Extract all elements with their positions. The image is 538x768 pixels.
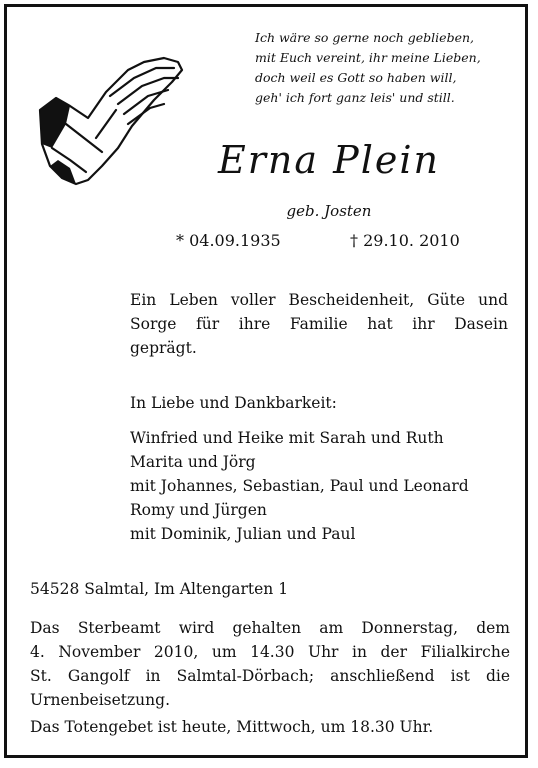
tribute-text — [130, 288, 508, 360]
mourner-line: Marita und Jörg — [130, 453, 256, 471]
deceased-name: Erna Plein — [218, 138, 440, 182]
service-line: 4. November 2010, um 14.30 Uhr in der Filialkirche — [30, 643, 510, 661]
mourners-heading: In Liebe und Dankbarkeit: — [130, 394, 337, 412]
poem — [255, 28, 515, 108]
address: 54528 Salmtal, Im Altengarten 1 — [30, 580, 289, 598]
mourners-list — [130, 426, 520, 546]
birth-date: * 04.09.1935 — [176, 231, 281, 250]
service-line: Das Sterbeamt wird gehalten am Donnerstag, dem — [30, 619, 510, 637]
poem-line: geh' ich fort ganz leis' und still. — [255, 90, 455, 105]
poem-line: mit Euch vereint, ihr meine Lieben, — [255, 50, 481, 65]
mourner-line: mit Dominik, Julian und Paul — [130, 525, 356, 543]
service-line: Urnenbeisetzung. — [30, 691, 170, 709]
birth-name: geb. Josten — [286, 202, 372, 220]
mourner-line: Winfried und Heike mit Sarah und Ruth — [130, 429, 444, 447]
death-date: † 29.10. 2010 — [350, 231, 460, 250]
poem-line: Ich wäre so gerne noch geblieben, — [255, 30, 474, 45]
poem-line: doch weil es Gott so haben will, — [255, 70, 457, 85]
service-text — [30, 616, 510, 712]
prayer-notice: Das Totengebet ist heute, Mittwoch, um 18.30 Uhr. — [30, 718, 434, 736]
service-line: St. Gangolf in Salmtal-Dörbach; anschließend ist die — [30, 667, 510, 685]
tribute-line: Sorge für ihre Familie hat ihr Dasein — [130, 315, 508, 333]
mourner-line: mit Johannes, Sebastian, Paul und Leonard — [130, 477, 469, 495]
tribute-line: geprägt. — [130, 339, 197, 357]
tribute-line: Ein Leben voller Bescheidenheit, Güte und — [130, 291, 508, 309]
mourner-line: Romy und Jürgen — [130, 501, 267, 519]
